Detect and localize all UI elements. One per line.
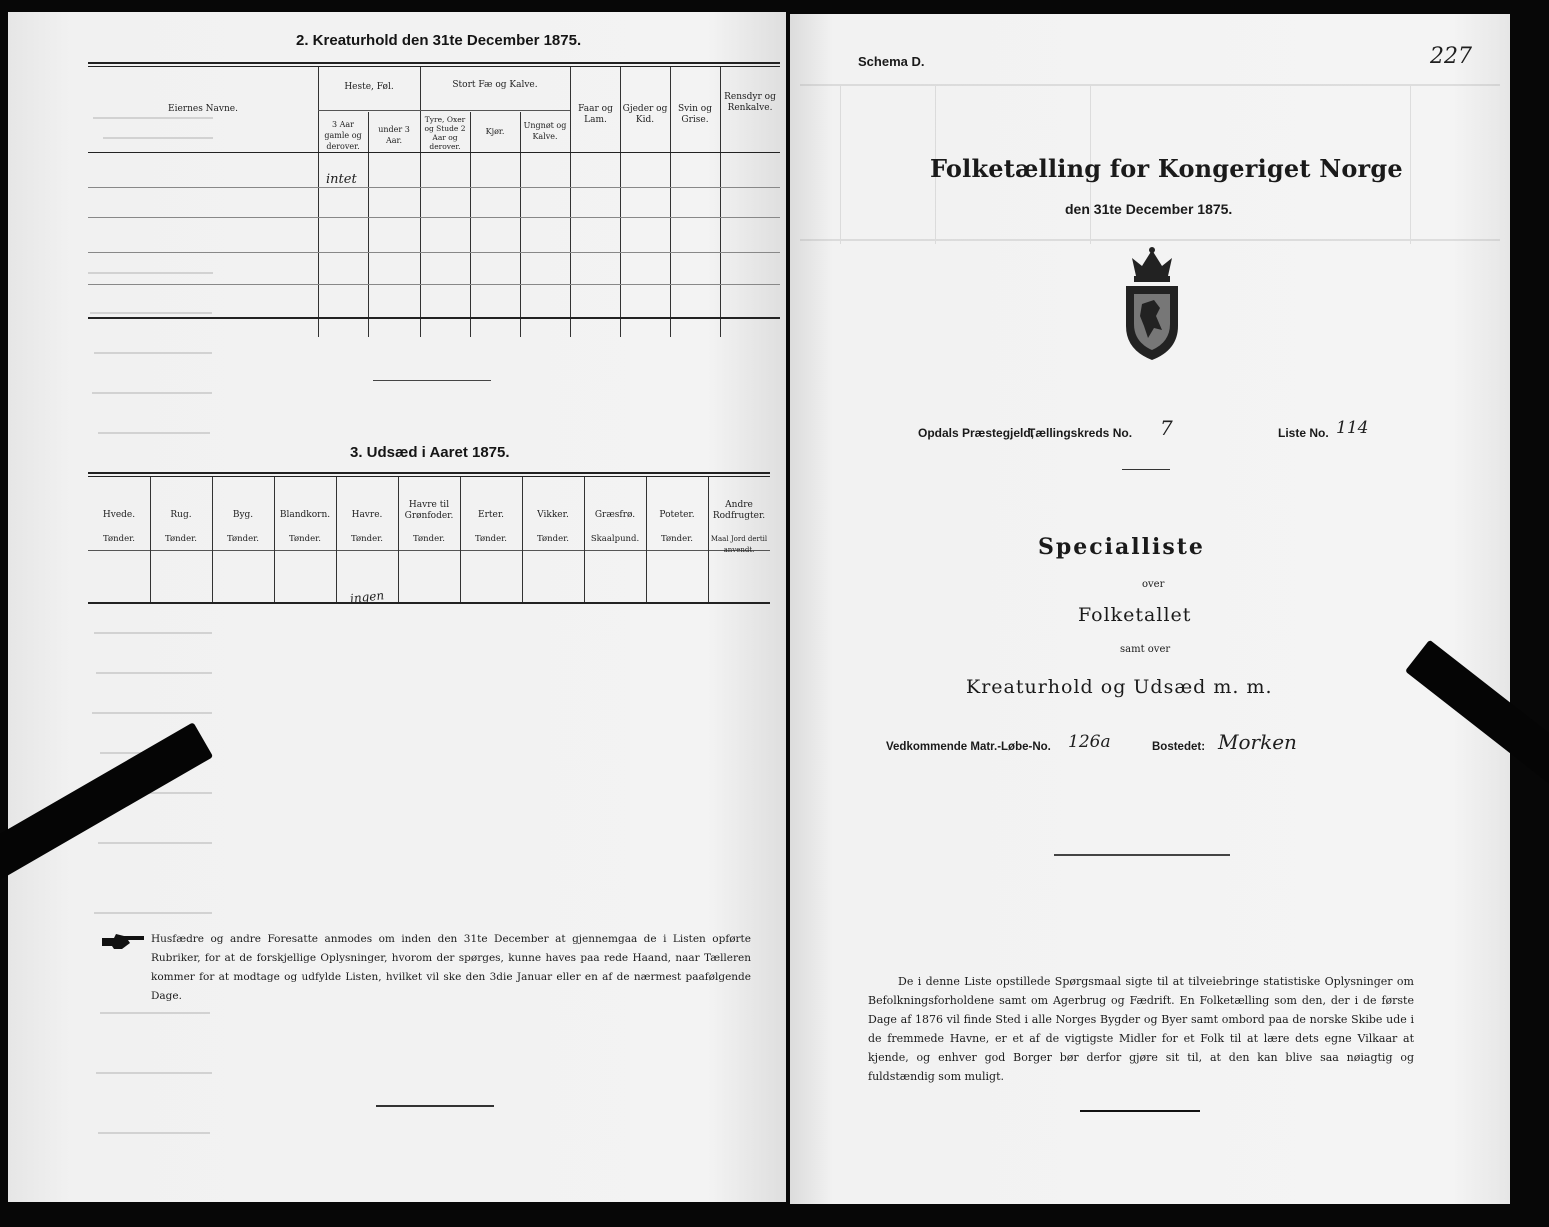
udsaed-col-name: Andre Rodfrugter. (712, 500, 766, 521)
section2-title: 2. Kreaturhold den 31te December 1875. (296, 32, 582, 49)
udsaed-col-name: Havre til Grønfoder. (404, 500, 454, 521)
main-title: Folketælling for Kongeriget Norge (930, 154, 1403, 183)
udsaed-col-name: Erter. (478, 510, 504, 520)
udsaed-col-name: Poteter. (659, 510, 695, 520)
udsaed-col-name: Blandkorn. (279, 510, 331, 520)
over-text: over (1142, 579, 1165, 590)
bosted-value: Morken (1218, 730, 1297, 754)
col-faar: Faar og Lam. (578, 104, 613, 125)
udsaed-col-unit: Tønder. (661, 534, 693, 544)
matr-number: 126a (1068, 732, 1111, 752)
section3-title: 3. Udsæd i Aaret 1875. (350, 444, 510, 461)
liste-label: Liste No. (1278, 426, 1329, 440)
pointing-hand-icon (100, 930, 146, 956)
udsaed-col-name: Byg. (232, 510, 254, 520)
udsaed-col-unit: Tønder. (227, 534, 259, 544)
ornament-divider (1054, 854, 1230, 856)
udsaed-col-unit: Tønder. (103, 534, 135, 544)
col-ungnot: Ungnøt og Kalve. (523, 121, 567, 141)
bottom-rule (1080, 1110, 1200, 1112)
col-heste-under3: under 3 Aar. (378, 125, 410, 145)
col-gjeder: Gjeder og Kid. (622, 104, 668, 125)
udsaed-col-unit: Tønder. (475, 534, 507, 544)
prestegjeld-label: Opdals Præstegjeld, (918, 426, 1035, 440)
udsaed-col-name: Græsfrø. (594, 510, 636, 520)
handwritten-ingen: ingen (349, 588, 385, 606)
col-kjor: Kjør. (485, 127, 505, 136)
col-rensdyr: Rensdyr og Renkalve. (724, 92, 776, 113)
bottom-divider (376, 1105, 494, 1107)
schema-label: Schema D. (858, 54, 925, 69)
notice-text: Husfædre og andre Foresatte anmodes om inden den 31te December at gjennemgaa de i Listen opførte Rubriker, for at de forskjellige Oplysninger, hvorom der spørges, kunne haves paa rede Haand, naar Tælleren kommer for at modtage og udfylde Listen, hvilket vil ske den 3die Januar eller en af de nærmest paafølgende Dage. (151, 933, 751, 1002)
right-page (790, 14, 1510, 1204)
col-heste-group: Heste, Føl. (344, 82, 394, 92)
specialliste-heading: Specialliste (1038, 534, 1205, 560)
handwritten-intet: intet (326, 172, 357, 187)
col-heste-3aar: 3 Aar gamle og derover. (324, 120, 362, 151)
matr-label: Vedkommende Matr.-Løbe-No. (886, 741, 1051, 753)
page-number: 227 (1430, 44, 1472, 69)
udsaed-col-unit: Skaalpund. (590, 534, 640, 544)
samt-over-text: samt over (1120, 644, 1171, 655)
folketallet-heading: Folketallet (1078, 604, 1192, 626)
col-svin: Svin og Grise. (678, 104, 712, 125)
udsaed-col-unit: Tønder. (537, 534, 569, 544)
coat-of-arms-icon (1120, 246, 1184, 368)
census-date: den 31te December 1875. (1065, 201, 1233, 217)
udsaed-col-unit: Maal Jord dertil anvendt. (710, 535, 768, 554)
col-owner-names: Eiernes Navne. (168, 104, 238, 114)
col-stort-group: Stort Fæ og Kalve. (452, 80, 538, 90)
udsaed-col-unit: Tønder. (413, 534, 445, 544)
liste-number: 114 (1336, 418, 1369, 438)
udsaed-col-name: Vikker. (537, 510, 569, 520)
udsaed-col-unit: Tønder. (289, 534, 321, 544)
udsaed-col-name: Havre. (351, 510, 383, 520)
kreaturhold-heading: Kreaturhold og Udsæd m. m. (966, 676, 1273, 698)
intro-paragraph: De i denne Liste opstillede Spørgsmaal sigte til at tilveiebringe statistiske Oplysninger om Befolkningsforholdene samt om Agerbrug og Fædrift. En Folketælling som den, der i de første Dage af 1876 vil finde Sted i alle Norges Bygder og Byer samt ombord paa de norske Skibe ude i de fremmede Havne, er et af de vigtigste Midler for et Folk til at lære dets egne Vilkaar at kjende, og enhver god Borger bør derfor gjøre sit til, at den kan blive saa nøiagtig og fuldstændig som muligt. (868, 975, 1414, 1083)
bleed-through-right (790, 14, 1510, 274)
kreds-number: 7 (1160, 416, 1173, 440)
divider-mark (373, 380, 491, 381)
left-page (8, 12, 786, 1202)
bosted-label: Bostedet: (1152, 741, 1206, 753)
udsaed-col-name: Hvede. (102, 510, 136, 520)
udsaed-col-name: Rug. (170, 510, 192, 520)
kreds-label: Tællingskreds No. (1028, 426, 1133, 440)
title-divider (1122, 469, 1170, 470)
bleed-through-left (8, 12, 218, 1202)
udsaed-col-unit: Tønder. (165, 534, 197, 544)
udsaed-col-unit: Tønder. (351, 534, 383, 544)
col-tyre: Tyre, Oxer og Stude 2 Aar og derover. (424, 115, 466, 151)
